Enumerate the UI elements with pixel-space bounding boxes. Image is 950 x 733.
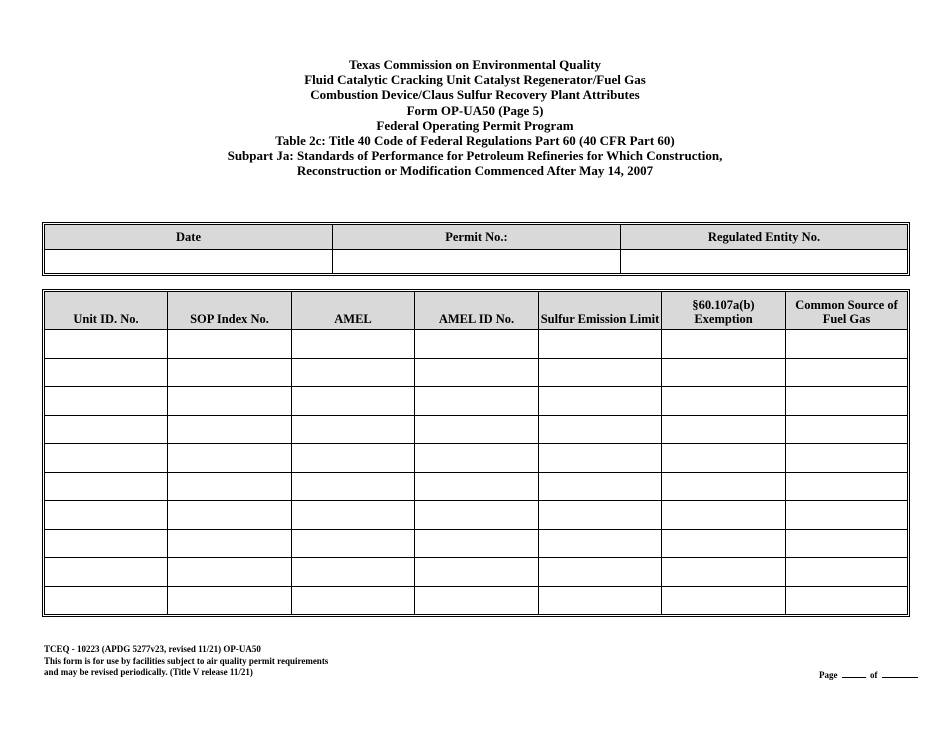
unit-id-cell[interactable] — [45, 444, 168, 473]
unit-id-header: Unit ID. No. — [45, 292, 168, 330]
fuel-gas-cell[interactable] — [786, 358, 908, 387]
page-number-field[interactable] — [842, 668, 866, 678]
amel-id-cell[interactable] — [415, 415, 539, 444]
amel-cell[interactable] — [292, 586, 415, 615]
exemption-cell[interactable] — [662, 387, 786, 416]
sulfur-emission-limit-cell[interactable] — [539, 501, 662, 530]
sop-index-cell[interactable] — [168, 529, 292, 558]
table-row — [45, 529, 908, 558]
footer-revision-note: and may be revised periodically. (Title V release 11/21) — [44, 667, 253, 677]
sulfur-emission-limit-cell[interactable] — [539, 529, 662, 558]
unit-id-cell[interactable] — [45, 501, 168, 530]
exemption-header-line2: Exemption — [694, 312, 753, 326]
fuel-gas-cell[interactable] — [786, 472, 908, 501]
sop-index-cell[interactable] — [168, 358, 292, 387]
amel-id-cell[interactable] — [415, 358, 539, 387]
table-row — [45, 415, 908, 444]
header-line-subpart-cont: Reconstruction or Modification Commenced After May 14, 2007 — [296, 163, 654, 179]
unit-id-cell[interactable] — [45, 358, 168, 387]
sulfur-emission-limit-header: Sulfur Emission Limit — [539, 292, 662, 330]
sulfur-emission-limit-cell[interactable] — [539, 330, 662, 359]
sulfur-emission-limit-cell[interactable] — [539, 586, 662, 615]
exemption-cell[interactable] — [662, 444, 786, 473]
amel-id-cell[interactable] — [415, 558, 539, 587]
date-header: Date — [45, 225, 333, 250]
sop-index-cell[interactable] — [168, 472, 292, 501]
amel-cell[interactable] — [292, 558, 415, 587]
sulfur-emission-limit-cell[interactable] — [539, 558, 662, 587]
fuel-gas-cell[interactable] — [786, 444, 908, 473]
permit-no-header: Permit No.: — [333, 225, 621, 250]
sulfur-emission-limit-cell[interactable] — [539, 358, 662, 387]
unit-id-cell[interactable] — [45, 558, 168, 587]
table-row — [45, 472, 908, 501]
table-row — [45, 387, 908, 416]
unit-id-cell[interactable] — [45, 472, 168, 501]
permit-no-field[interactable] — [333, 250, 621, 274]
table-row — [45, 501, 908, 530]
exemption-cell[interactable] — [662, 586, 786, 615]
amel-cell[interactable] — [292, 415, 415, 444]
amel-cell[interactable] — [292, 330, 415, 359]
header-line-table-title: Table 2c: Title 40 Code of Federal Regulations Part 60 (40 CFR Part 60) — [275, 133, 675, 149]
amel-id-cell[interactable] — [415, 501, 539, 530]
table-row — [45, 444, 908, 473]
exemption-cell[interactable] — [662, 529, 786, 558]
amel-cell[interactable] — [292, 501, 415, 530]
sop-index-cell[interactable] — [168, 586, 292, 615]
fuel-gas-cell[interactable] — [786, 529, 908, 558]
exemption-header — [662, 292, 786, 330]
date-field[interactable] — [45, 250, 333, 274]
exemption-header-line1: §60.107a(b) — [692, 298, 755, 312]
sop-index-cell[interactable] — [168, 387, 292, 416]
unit-id-cell[interactable] — [45, 330, 168, 359]
amel-id-cell[interactable] — [415, 444, 539, 473]
regulated-entity-header: Regulated Entity No. — [621, 225, 908, 250]
footer-usage-note: This form is for use by facilities subject to air quality permit requirements — [44, 655, 329, 666]
form-footer — [44, 644, 328, 679]
page-total-field[interactable] — [882, 668, 918, 678]
amel-header: AMEL — [292, 292, 415, 330]
header-line-program: Federal Operating Permit Program — [376, 117, 574, 133]
amel-cell[interactable] — [292, 529, 415, 558]
amel-id-cell[interactable] — [415, 330, 539, 359]
table-row — [45, 586, 908, 615]
exemption-cell[interactable] — [662, 415, 786, 444]
sulfur-emission-limit-cell[interactable] — [539, 387, 662, 416]
attributes-table-body — [45, 330, 908, 615]
header-line-unit-type: Fluid Catalytic Cracking Unit Catalyst Regenerator/Fuel Gas — [304, 72, 646, 88]
exemption-cell[interactable] — [662, 330, 786, 359]
header-line-attributes: Combustion Device/Claus Sulfur Recovery Plant Attributes — [310, 87, 640, 103]
fuel-gas-cell[interactable] — [786, 415, 908, 444]
sop-index-cell[interactable] — [168, 501, 292, 530]
of-label: of — [870, 670, 878, 680]
sulfur-emission-limit-cell[interactable] — [539, 472, 662, 501]
fuel-gas-header — [786, 292, 908, 330]
amel-id-cell[interactable] — [415, 529, 539, 558]
amel-cell[interactable] — [292, 444, 415, 473]
fuel-gas-cell[interactable] — [786, 501, 908, 530]
sulfur-emission-limit-cell[interactable] — [539, 415, 662, 444]
unit-id-cell[interactable] — [45, 586, 168, 615]
sulfur-emission-limit-cell[interactable] — [539, 444, 662, 473]
exemption-cell[interactable] — [662, 358, 786, 387]
amel-id-cell[interactable] — [415, 387, 539, 416]
unit-id-cell[interactable] — [45, 415, 168, 444]
header-line-subpart: Subpart Ja: Standards of Performance for Petroleum Refineries for Which Construction, — [227, 148, 723, 164]
sop-index-cell[interactable] — [168, 330, 292, 359]
amel-id-cell[interactable] — [415, 472, 539, 501]
page-label: Page — [819, 670, 838, 680]
footer-form-id: TCEQ - 10223 (APDG 5277v23, revised 11/21) OP-UA50 — [44, 644, 261, 654]
unit-id-cell[interactable] — [45, 387, 168, 416]
amel-cell[interactable] — [292, 387, 415, 416]
exemption-cell[interactable] — [662, 472, 786, 501]
fuel-gas-cell[interactable] — [786, 586, 908, 615]
exemption-cell[interactable] — [662, 558, 786, 587]
fuel-gas-cell[interactable] — [786, 330, 908, 359]
sop-index-cell[interactable] — [168, 558, 292, 587]
sop-index-header: SOP Index No. — [168, 292, 292, 330]
fuel-gas-cell[interactable] — [786, 387, 908, 416]
fuel-gas-header-line2: Fuel Gas — [822, 312, 871, 326]
amel-id-header: AMEL ID No. — [415, 292, 539, 330]
form-header — [0, 57, 950, 179]
page-number — [819, 668, 920, 680]
permit-info-table — [44, 224, 908, 274]
fuel-gas-cell[interactable] — [786, 558, 908, 587]
table-row — [45, 558, 908, 587]
table-row — [45, 330, 908, 359]
amel-cell[interactable] — [292, 358, 415, 387]
regulated-entity-field[interactable] — [621, 250, 908, 274]
amel-id-cell[interactable] — [415, 586, 539, 615]
sop-index-cell[interactable] — [168, 444, 292, 473]
fuel-gas-header-line1: Common Source of — [795, 298, 898, 312]
table-row — [45, 358, 908, 387]
amel-cell[interactable] — [292, 472, 415, 501]
unit-id-cell[interactable] — [45, 529, 168, 558]
attributes-table — [44, 291, 908, 615]
exemption-cell[interactable] — [662, 501, 786, 530]
header-line-agency: Texas Commission on Environmental Quality — [348, 57, 602, 72]
header-line-form-id: Form OP-UA50 (Page 5) — [406, 102, 544, 118]
sop-index-cell[interactable] — [168, 415, 292, 444]
